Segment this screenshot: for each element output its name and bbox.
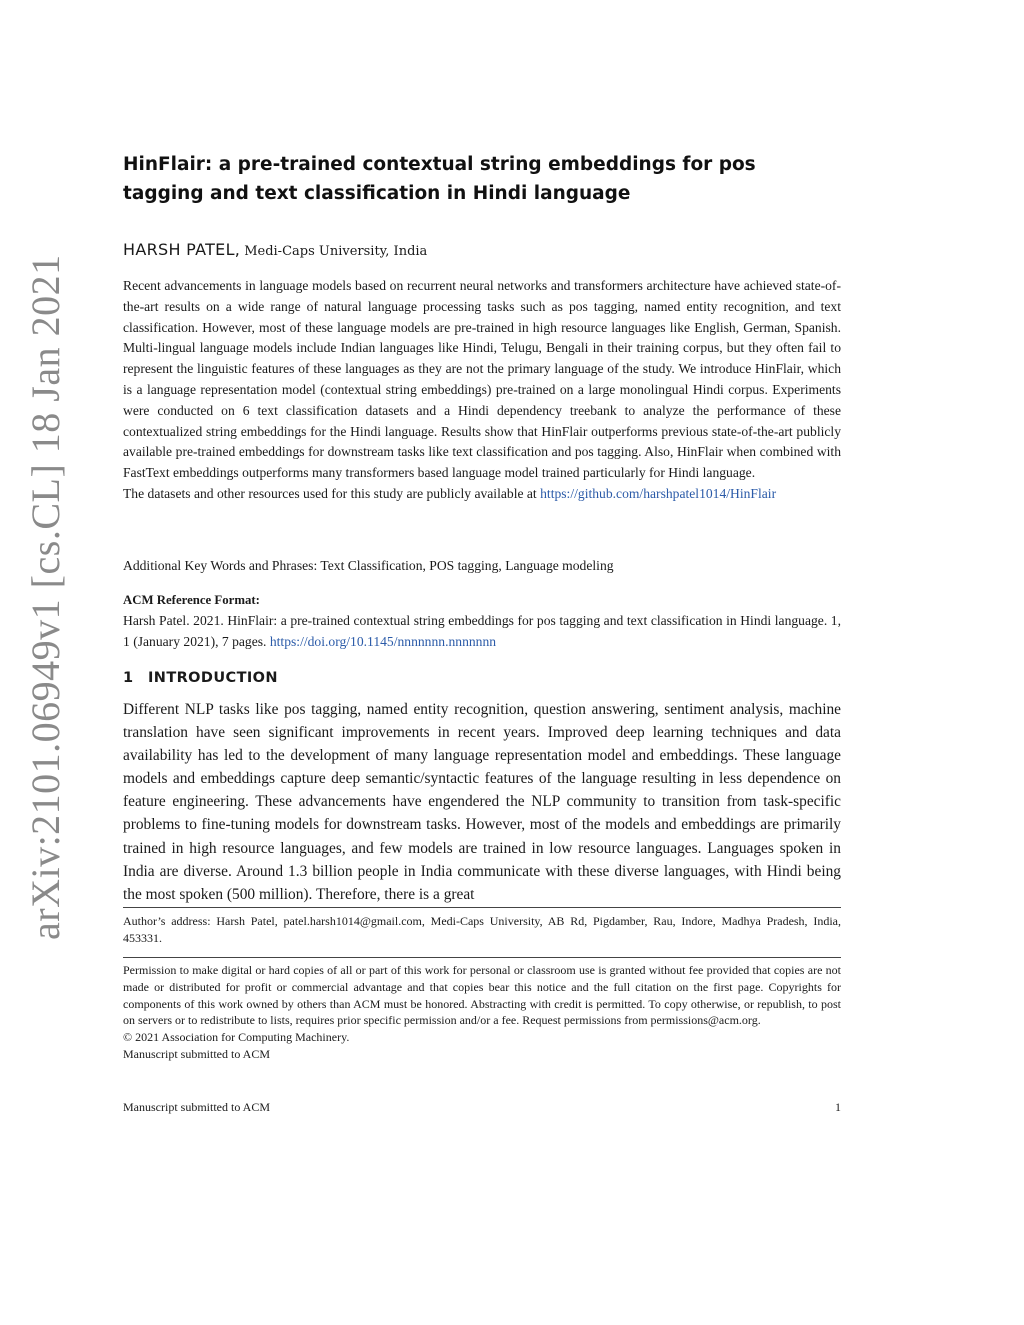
permission-rule	[123, 957, 841, 958]
abstract	[123, 276, 841, 505]
author-address-footnote: Author’s address: Harsh Patel, patel.harsh1014@gmail.com, Medi-Caps University, AB Rd, Pigdamber, Rau, Indore, Madhya Pradesh, India, 453331.	[123, 914, 841, 945]
author-name: HARSH PATEL,	[123, 240, 241, 259]
footnote-rule	[123, 907, 841, 908]
abstract-body: Recent advancements in language models based on recurrent neural networks and transformers architecture have achieved state-of-the-art results on a wide range of natural language processing tasks such as pos tagging, named entity recognition, and text classification. However, most of these language models are pre-trained in high resource languages like English, German, Spanish. Multi-lingual language models include Indian languages like Hindi, Telugu, Bengali in their training corpus, but they often fail to represent the linguistic features of these languages as they are not the primary language of the study. We introduce HinFlair, which is a language representation model (contextual string embeddings) pre-trained on a large monolingual Hindi corpus. Experiments were conducted on 6 text classification datasets and a Hindi dependency treebank to analyze the performance of these contextualized string embeddings for the Hindi language. Results show that HinFlair outperforms previous state-of-the-art publicly available pre-trained embeddings for downstream tasks like text classification and pos tagging. Also, HinFlair when combined with FastText embeddings outperforms many transformers based language model trained particularly for Hindi language.	[123, 278, 841, 481]
introduction-text	[123, 698, 841, 906]
manuscript-note: Manuscript submitted to ACM	[123, 1046, 270, 1061]
section-number: 1	[123, 670, 134, 686]
resources-text: The datasets and other resources used for this study are publicly available at	[123, 485, 541, 501]
paper-title: HinFlair: a pre-trained contextual string embeddings for pos tagging and text classification in Hindi language	[123, 154, 756, 204]
page-footer	[123, 1100, 841, 1115]
introduction-paragraph: Different NLP tasks like pos tagging, named entity recognition, question answering, sentiment analysis, machine translation have seen significant improvements in recent years. Improved deep learning techniques and data availability has led to the development of many language representation model and embeddings. These language models and embeddings capture deep semantic/syntactic features of the language resulting in less dependence on feature engineering. These advancements have engendered the NLP community to transition from task-specific problems to fine-tuning models for downstream tasks. However, most of the models and embeddings are primarily trained in high resource languages, and few models are trained in low resource languages. Languages spoken in India are diverse. Around 1.3 billion people in India communicate with these diverse languages, with Hindi being the most spoken (500 million). Therefore, there is a great	[123, 701, 841, 903]
acm-reference-heading: ACM Reference Format:	[123, 593, 260, 607]
footer-left: Manuscript submitted to ACM	[123, 1100, 270, 1114]
github-link[interactable]: https://github.com/harshpatel1014/HinFlair	[540, 485, 777, 501]
copyright-line: © 2021 Association for Computing Machinery.	[123, 1030, 350, 1045]
doi-link[interactable]: https://doi.org/10.1145/nnnnnnn.nnnnnnn	[269, 633, 497, 649]
section-title: INTRODUCTION	[148, 670, 278, 686]
permission-block	[123, 962, 841, 1063]
keywords: Additional Key Words and Phrases: Text Classification, POS tagging, Language modeling	[123, 558, 614, 573]
acm-reference	[123, 590, 841, 652]
author-line	[123, 240, 841, 260]
page-number: 1	[835, 1100, 841, 1114]
author-affiliation: Medi-Caps University, India	[244, 244, 428, 259]
section-heading	[123, 670, 841, 686]
permission-text: Permission to make digital or hard copies of all or part of this work for personal or classroom use is granted without fee provided that copies are not made or distributed for profit or commercial advantage and that copies bear this notice and the full citation on the first page. Copyrights for components of this work owned by others than ACM must be honored. Abstracting with credit is permitted. To copy otherwise, or republish, to post on servers or to redistribute to lists, requires prior specific permission and/or a fee. Request permissions from permissions@acm.org.	[123, 963, 841, 1028]
abstract-resources	[123, 484, 841, 505]
arxiv-side-stamp: arXiv:2101.06949v1 [cs.CL] 18 Jan 2021	[23, 254, 68, 940]
acm-reference-citation: Harsh Patel. 2021. HinFlair: a pre-trained contextual string embeddings for pos tagging and text classification in Hindi language. 1, 1 (January 2021), 7 pages.	[123, 612, 841, 649]
acm-reference-text	[123, 611, 841, 653]
